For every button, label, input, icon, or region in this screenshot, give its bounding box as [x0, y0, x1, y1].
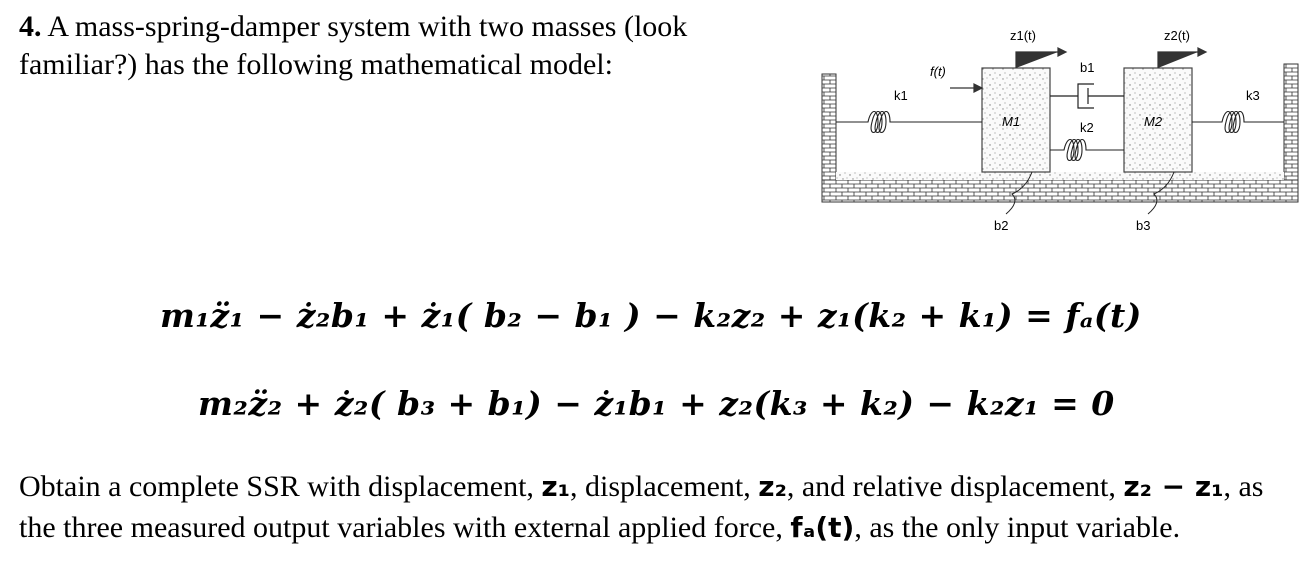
z1-arrow: [1016, 48, 1066, 68]
label-b2: b2: [994, 218, 1009, 233]
damper-b1: [1050, 84, 1124, 108]
label-k3: k3: [1246, 88, 1260, 103]
problem-statement: 4. A mass-spring-damper system with two masses (look familiar?) has the following mathematical model:: [19, 10, 688, 81]
task-text-1: Obtain a complete SSR with displacement,: [19, 470, 534, 503]
label-m2: M2: [1144, 114, 1163, 129]
equation-2: m₂z̈₂ + ż₂( b₃ + b₁) − ż₁b₁ + z₂(k₃ + k₂) − k₂z₁ = 0: [198, 384, 1115, 423]
task-statement: [19, 466, 1289, 548]
spring-k2: [1050, 140, 1124, 161]
label-k1: k1: [894, 88, 908, 103]
var-z2: z₂: [758, 470, 787, 503]
label-z2: z2(t): [1164, 28, 1190, 43]
label-b3: b3: [1136, 218, 1151, 233]
var-fa: fₐ(t): [790, 511, 855, 544]
problem-text: A mass-spring-damper system with two masses (look familiar?) has the following mathematical model:: [19, 10, 688, 81]
mass-spring-damper-figure: [818, 12, 1304, 244]
label-b1: b1: [1080, 60, 1095, 75]
problem-number: 4: [19, 10, 34, 43]
task-text-2: , displacement,: [569, 470, 751, 503]
floor: [822, 180, 1298, 202]
var-z2-minus-z1: z₂ − z₁: [1123, 470, 1224, 503]
task-text-4: , as the three measured output variables with external applied force,: [19, 470, 1264, 544]
label-m1: M1: [1002, 114, 1021, 129]
force-arrow: [950, 84, 982, 92]
label-z1: z1(t): [1010, 28, 1036, 43]
task-text-5: , as the only input variable.: [854, 511, 1181, 544]
z2-arrow: [1158, 48, 1206, 68]
spring-k3: [1192, 112, 1284, 133]
task-text-3: , and relative displacement,: [786, 470, 1116, 503]
equation-1: m₁z̈₁ − ż₂b₁ + ż₁( b₂ − b₁ ) − k₂z₂ + z₁(k₂ + k₁) = fₐ(t): [160, 296, 1142, 335]
var-z1: z₁: [541, 470, 570, 503]
label-force: f(t): [930, 64, 946, 79]
label-k2: k2: [1080, 120, 1094, 135]
spring-k1: [836, 112, 982, 133]
